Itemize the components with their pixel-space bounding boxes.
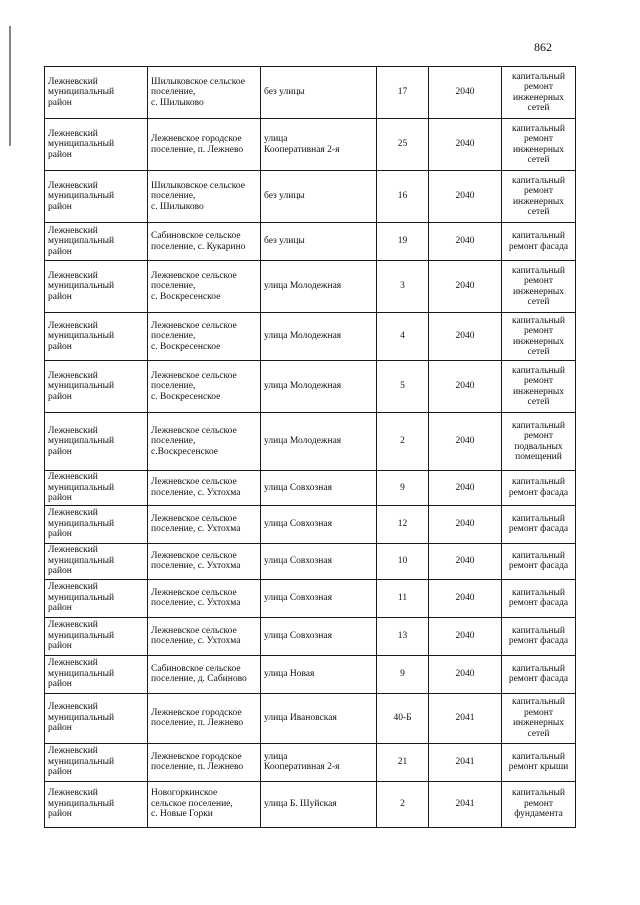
work-type-cell-text: капитальный ремонт фасада xyxy=(508,587,569,608)
street-cell-text: без улицы xyxy=(264,236,305,247)
house-number-cell-text: 19 xyxy=(397,236,408,247)
street-cell-text: улица Совхозная xyxy=(264,555,332,566)
street-cell-text: улица Кооперативная 2-я xyxy=(264,134,340,155)
district-cell xyxy=(45,361,148,413)
work-type-cell xyxy=(502,655,576,693)
district-cell-text: Лежневский муниципальный район xyxy=(48,658,115,690)
district-cell xyxy=(45,313,148,361)
settlement-cell xyxy=(148,505,261,543)
table-row xyxy=(45,655,576,693)
year-cell-text: 2040 xyxy=(455,87,475,98)
street-cell-text: улица Кооперативная 2-я xyxy=(264,751,340,772)
settlement-cell-text: Лежневское городское поселение, п. Лежнево xyxy=(151,707,244,728)
settlement-cell xyxy=(148,119,261,171)
settlement-cell-text: Лежневское сельское поселение, с. Ухтохма xyxy=(151,587,241,608)
district-cell-text: Лежневский муниципальный район xyxy=(48,508,115,540)
settlement-cell xyxy=(148,471,261,506)
house-number-cell xyxy=(377,505,429,543)
table-row xyxy=(45,413,576,471)
year-cell xyxy=(429,543,502,579)
work-type-cell xyxy=(502,693,576,743)
work-type-cell xyxy=(502,171,576,223)
district-cell xyxy=(45,579,148,617)
year-cell xyxy=(429,119,502,171)
work-type-cell xyxy=(502,67,576,119)
year-cell-text: 2040 xyxy=(455,518,475,529)
district-cell-text: Лежневский муниципальный район xyxy=(48,702,115,734)
house-number-cell xyxy=(377,543,429,579)
work-type-cell xyxy=(502,543,576,579)
settlement-cell-text: Шилыковское сельское поселение, с. Шилыково xyxy=(151,76,245,108)
year-cell xyxy=(429,261,502,313)
work-type-cell xyxy=(502,261,576,313)
work-type-cell-text: капитальный ремонт инженерных сетей xyxy=(512,697,565,739)
house-number-cell-text: 40-Б xyxy=(393,712,412,723)
settlement-cell-text: Новогоркинское сельское поселение, с. Новые Горки xyxy=(151,788,233,820)
year-cell-text: 2040 xyxy=(455,139,475,150)
work-type-cell xyxy=(502,119,576,171)
house-number-cell xyxy=(377,361,429,413)
street-cell xyxy=(261,261,377,313)
district-cell xyxy=(45,413,148,471)
house-number-cell-text: 9 xyxy=(400,482,405,493)
street-cell-text: улица Ивановская xyxy=(264,712,337,723)
district-cell xyxy=(45,655,148,693)
year-cell-text: 2040 xyxy=(455,555,475,566)
work-type-cell xyxy=(502,505,576,543)
table-row xyxy=(45,743,576,781)
table-row xyxy=(45,505,576,543)
settlement-cell xyxy=(148,655,261,693)
district-cell-text: Лежневский муниципальный район xyxy=(48,746,115,778)
district-cell xyxy=(45,693,148,743)
table-row xyxy=(45,471,576,506)
street-cell xyxy=(261,471,377,506)
street-cell xyxy=(261,743,377,781)
work-type-cell-text: капитальный ремонт инженерных сетей xyxy=(512,365,565,407)
year-cell-text: 2040 xyxy=(455,281,475,292)
settlement-cell-text: Лежневское городское поселение, п. Лежнево xyxy=(151,134,244,155)
district-cell-text: Лежневский муниципальный район xyxy=(48,225,115,257)
settlement-cell-text: Лежневское сельское поселение, с. Ухтохма xyxy=(151,513,241,534)
settlement-cell xyxy=(148,313,261,361)
year-cell-text: 2040 xyxy=(455,592,475,603)
house-number-cell xyxy=(377,743,429,781)
street-cell xyxy=(261,505,377,543)
street-cell xyxy=(261,223,377,261)
house-number-cell-text: 11 xyxy=(397,592,408,603)
year-cell-text: 2041 xyxy=(455,712,475,723)
work-type-cell xyxy=(502,361,576,413)
district-cell-text: Лежневский муниципальный район xyxy=(48,320,115,352)
settlement-cell xyxy=(148,171,261,223)
district-cell xyxy=(45,471,148,506)
settlement-cell-text: Лежневское сельское поселение, с. Ухтохма xyxy=(151,550,241,571)
house-number-cell-text: 16 xyxy=(397,191,408,202)
settlement-cell-text: Лежневское сельское поселение, с.Воскресенское xyxy=(151,425,237,457)
settlement-cell xyxy=(148,361,261,413)
year-cell xyxy=(429,655,502,693)
street-cell-text: улица Совхозная xyxy=(264,482,332,493)
street-cell xyxy=(261,781,377,827)
year-cell xyxy=(429,67,502,119)
year-cell xyxy=(429,471,502,506)
house-number-cell xyxy=(377,313,429,361)
table-row xyxy=(45,693,576,743)
table-row xyxy=(45,67,576,119)
settlement-cell xyxy=(148,67,261,119)
house-number-cell xyxy=(377,67,429,119)
district-cell xyxy=(45,67,148,119)
table-row xyxy=(45,119,576,171)
year-cell xyxy=(429,223,502,261)
district-cell-text: Лежневский муниципальный район xyxy=(48,76,115,108)
settlement-cell xyxy=(148,743,261,781)
street-cell xyxy=(261,413,377,471)
year-cell xyxy=(429,313,502,361)
house-number-cell-text: 25 xyxy=(397,139,408,150)
year-cell xyxy=(429,743,502,781)
scan-edge-mark xyxy=(9,26,11,146)
house-number-cell xyxy=(377,223,429,261)
street-cell-text: улица Совхозная xyxy=(264,630,332,641)
table-row xyxy=(45,261,576,313)
year-cell xyxy=(429,617,502,655)
district-cell-text: Лежневский муниципальный район xyxy=(48,128,115,160)
street-cell xyxy=(261,171,377,223)
year-cell-text: 2041 xyxy=(455,798,475,809)
house-number-cell-text: 9 xyxy=(400,668,405,679)
work-type-cell-text: капитальный ремонт инженерных сетей xyxy=(512,175,565,217)
street-cell xyxy=(261,361,377,413)
settlement-cell xyxy=(148,543,261,579)
work-type-cell xyxy=(502,223,576,261)
house-number-cell-text: 12 xyxy=(397,518,408,529)
house-number-cell xyxy=(377,413,429,471)
work-type-cell-text: капитальный ремонт фундамента xyxy=(512,788,565,820)
work-type-cell-text: капитальный ремонт инженерных сетей xyxy=(512,265,565,307)
house-number-cell xyxy=(377,693,429,743)
district-cell-text: Лежневский муниципальный район xyxy=(48,472,115,503)
district-cell-text: Лежневский муниципальный район xyxy=(48,270,115,302)
house-number-cell xyxy=(377,781,429,827)
table-row xyxy=(45,361,576,413)
work-type-cell-text: капитальный ремонт фасада xyxy=(508,663,569,684)
settlement-cell-text: Лежневское сельское поселение, с. Воскресенское xyxy=(151,370,237,402)
house-number-cell-text: 4 xyxy=(400,331,405,342)
table-row xyxy=(45,543,576,579)
year-cell xyxy=(429,171,502,223)
house-number-cell-text: 21 xyxy=(397,756,408,767)
settlement-cell-text: Лежневское сельское поселение, с. Ухтохма xyxy=(151,625,241,646)
year-cell xyxy=(429,693,502,743)
district-cell xyxy=(45,261,148,313)
year-cell-text: 2041 xyxy=(455,756,475,767)
house-number-cell xyxy=(377,617,429,655)
work-type-cell xyxy=(502,471,576,506)
district-cell-text: Лежневский муниципальный район xyxy=(48,180,115,212)
settlement-cell-text: Сабиновское сельское поселение, д. Сабиново xyxy=(151,663,247,684)
settlement-cell-text: Лежневское сельское поселение, с. Ухтохма xyxy=(151,477,241,498)
house-number-cell xyxy=(377,261,429,313)
work-type-cell xyxy=(502,579,576,617)
street-cell-text: без улицы xyxy=(264,87,305,98)
street-cell xyxy=(261,579,377,617)
work-type-cell xyxy=(502,617,576,655)
district-cell xyxy=(45,171,148,223)
table-row xyxy=(45,313,576,361)
street-cell-text: без улицы xyxy=(264,191,305,202)
year-cell xyxy=(429,505,502,543)
house-number-cell xyxy=(377,171,429,223)
district-cell-text: Лежневский муниципальный район xyxy=(48,582,115,614)
year-cell-text: 2040 xyxy=(455,436,475,447)
house-number-cell-text: 3 xyxy=(400,281,405,292)
settlement-cell-text: Сабиновское сельское поселение, с. Кукарино xyxy=(151,231,246,252)
house-number-cell-text: 17 xyxy=(397,87,408,98)
settlement-cell-text: Лежневское сельское поселение, с. Воскресенское xyxy=(151,320,237,352)
work-type-cell xyxy=(502,781,576,827)
settlement-cell xyxy=(148,261,261,313)
district-cell xyxy=(45,781,148,827)
district-cell xyxy=(45,617,148,655)
house-number-cell xyxy=(377,579,429,617)
house-number-cell-text: 10 xyxy=(397,555,408,566)
work-type-cell-text: капитальный ремонт фасада xyxy=(508,625,569,646)
street-cell xyxy=(261,693,377,743)
work-type-cell xyxy=(502,313,576,361)
work-type-cell-text: капитальный ремонт фасада xyxy=(508,513,569,534)
settlement-cell-text: Шилыковское сельское поселение, с. Шилыково xyxy=(151,180,245,212)
work-type-cell-text: капитальный ремонт фасада xyxy=(508,477,569,498)
table-row xyxy=(45,781,576,827)
settlement-cell xyxy=(148,781,261,827)
district-cell-text: Лежневский муниципальный район xyxy=(48,620,115,652)
street-cell-text: улица Совхозная xyxy=(264,592,332,603)
house-number-cell-text: 5 xyxy=(400,381,405,392)
settlement-cell-text: Лежневское городское поселение, п. Лежнево xyxy=(151,751,244,772)
street-cell-text: улица Молодежная xyxy=(264,281,342,292)
house-number-cell xyxy=(377,119,429,171)
year-cell-text: 2040 xyxy=(455,630,475,641)
street-cell-text: улица Молодежная xyxy=(264,331,342,342)
street-cell xyxy=(261,119,377,171)
house-number-cell-text: 2 xyxy=(400,436,405,447)
work-type-cell xyxy=(502,743,576,781)
district-cell xyxy=(45,223,148,261)
year-cell-text: 2040 xyxy=(455,668,475,679)
year-cell-text: 2040 xyxy=(455,331,475,342)
street-cell-text: улица Новая xyxy=(264,668,315,679)
district-cell-text: Лежневский муниципальный район xyxy=(48,370,115,402)
district-cell xyxy=(45,119,148,171)
house-number-cell xyxy=(377,471,429,506)
work-type-cell-text: капитальный ремонт подвальных помещений xyxy=(512,420,565,462)
house-number-cell-text: 13 xyxy=(397,630,408,641)
table-row xyxy=(45,617,576,655)
year-cell xyxy=(429,413,502,471)
street-cell xyxy=(261,655,377,693)
year-cell xyxy=(429,579,502,617)
street-cell xyxy=(261,543,377,579)
district-cell xyxy=(45,543,148,579)
year-cell-text: 2040 xyxy=(455,482,475,493)
street-cell xyxy=(261,313,377,361)
work-type-cell-text: капитальный ремонт фасада xyxy=(508,550,569,571)
street-cell xyxy=(261,617,377,655)
district-cell xyxy=(45,505,148,543)
table-row xyxy=(45,171,576,223)
street-cell-text: улица Молодежная xyxy=(264,381,342,392)
street-cell-text: улица Б. Шуйская xyxy=(264,798,337,809)
street-cell-text: улица Совхозная xyxy=(264,518,332,529)
settlement-cell xyxy=(148,693,261,743)
district-cell-text: Лежневский муниципальный район xyxy=(48,545,115,577)
settlement-cell xyxy=(148,413,261,471)
house-number-cell-text: 2 xyxy=(400,798,405,809)
repair-schedule-table xyxy=(44,66,576,828)
work-type-cell-text: капитальный ремонт инженерных сетей xyxy=(512,123,565,165)
table-row xyxy=(45,223,576,261)
work-type-cell-text: капитальный ремонт крыши xyxy=(508,751,569,772)
year-cell-text: 2040 xyxy=(455,236,475,247)
year-cell-text: 2040 xyxy=(455,191,475,202)
settlement-cell-text: Лежневское сельское поселение, с. Воскресенское xyxy=(151,270,237,302)
settlement-cell xyxy=(148,223,261,261)
settlement-cell xyxy=(148,617,261,655)
settlement-cell xyxy=(148,579,261,617)
work-type-cell-text: капитальный ремонт инженерных сетей xyxy=(512,315,565,357)
work-type-cell xyxy=(502,413,576,471)
street-cell xyxy=(261,67,377,119)
district-cell-text: Лежневский муниципальный район xyxy=(48,425,115,457)
district-cell-text: Лежневский муниципальный район xyxy=(48,788,115,820)
year-cell xyxy=(429,361,502,413)
work-type-cell-text: капитальный ремонт фасада xyxy=(508,231,569,252)
district-cell xyxy=(45,743,148,781)
house-number-cell xyxy=(377,655,429,693)
street-cell-text: улица Молодежная xyxy=(264,436,342,447)
page-number: 862 xyxy=(534,40,552,54)
year-cell xyxy=(429,781,502,827)
year-cell-text: 2040 xyxy=(455,381,475,392)
table-row xyxy=(45,579,576,617)
work-type-cell-text: капитальный ремонт инженерных сетей xyxy=(512,71,565,113)
